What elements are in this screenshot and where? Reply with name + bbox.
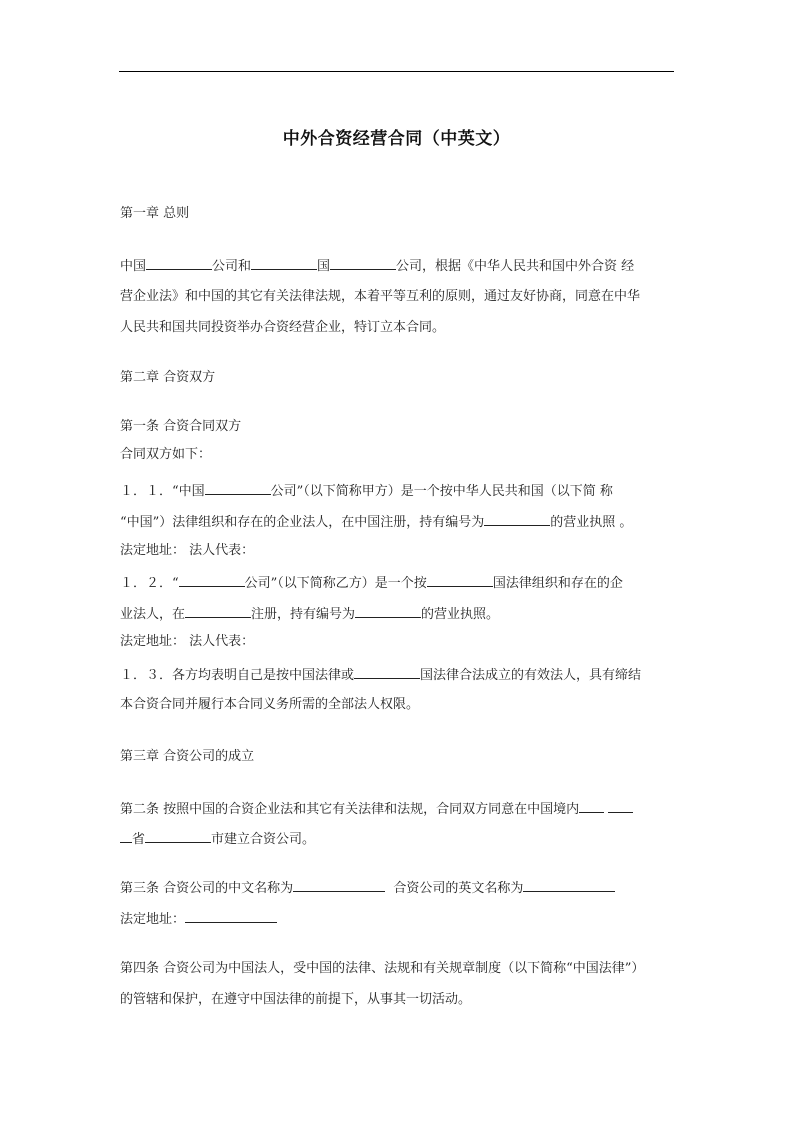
article4-line2: 的管辖和保护，在遵守中国法律的前提下，从事其一切活动。 [120,992,472,1007]
text: １．１．“中国 [120,484,205,499]
text: 国法律合法成立的有效法人，具有缔结 [420,668,642,683]
blank-field [354,666,420,679]
text: 第三条 合资公司的中文名称为 [120,881,294,896]
blank-field [251,257,317,270]
text: 公司”（以下简称乙方）是一个按 [244,576,427,591]
blank-field [579,800,604,813]
item-1-2-address: 法定地址： 法人代表： [120,634,255,649]
blank-field [145,830,211,843]
header-rule [119,71,674,72]
article2-line1 [120,800,676,818]
chapter1-para-line3: 人民共和国共同投资举办合资经营企业，特订立本合同。 [120,320,446,335]
item-1-1-address: 法定地址： 法人代表： [120,543,255,558]
item-1-3-line1 [120,666,676,684]
text: 的营业执照 。 [550,515,633,530]
article3-line2 [120,910,676,928]
item-1-2-line1 [120,574,676,592]
chapter1-heading: 第一章 总则 [120,206,190,221]
text: 注册，持有编号为 [251,607,356,622]
blank-field [355,605,421,618]
text: 市建立合资公司。 [211,832,316,847]
blank-field [523,879,615,892]
blank-field [293,879,385,892]
blank-field [484,513,550,526]
article1-heading: 第一条 合资合同双方 [120,419,242,434]
chapter1-para-line2: 营企业法》和中国的其它有关法律法规，本着平等互利的原则，通过友好协商，同意在中华 [120,289,641,304]
text: 国法律组织和存在的企 [492,576,623,591]
blank-field [146,257,212,270]
text: 第二条 按照中国的合资企业法和其它有关法律和法规，合同双方同意在中国境内 [120,802,580,817]
blank-field [120,830,132,843]
text: １．２．“ [120,576,179,591]
text: 中国 [120,259,147,274]
text: 的营业执照。 [421,607,500,622]
text: 公司和 [212,259,252,274]
blank-field [179,574,245,587]
text: 合资公司的英文名称为 [393,881,524,896]
text: 省 [132,832,146,847]
blank-field [185,605,251,618]
blank-field [427,574,493,587]
article3-line1 [120,879,676,897]
blank-field [205,482,271,495]
text: 法定地址： [120,912,186,927]
blank-field [608,800,633,813]
article2-line2 [120,830,676,848]
blank-field [185,910,277,923]
text: 业法人，在 [120,607,186,622]
item-1-1-line2 [120,513,676,531]
item-1-3-line2: 本合资合同并履行本合同义务所需的全部法人权限。 [120,697,420,712]
text: “中国”）法律组织和存在的企业法人，在中国注册，持有编号为 [120,515,485,530]
chapter3-heading: 第三章 合资公司的成立 [120,749,255,764]
chapter1-para-line1 [120,257,676,275]
chapter2-heading: 第二章 合资双方 [120,370,216,385]
item-1-1-line1 [120,482,676,500]
parties-intro: 合同双方如下： [120,447,212,462]
text: 公司，根据《中华人民共和国中外合资 经 [396,259,635,274]
article4-line1: 第四条 合资公司为中国法人，受中国的法律、法规和有关规章制度（以下简称“中国法律”） [120,961,645,976]
text: １．３．各方均表明自己是按中国法律或 [120,668,355,683]
blank-field [330,257,396,270]
text: 国 [317,259,331,274]
text: 公司”（以下简称甲方）是一个按中华人民共和国（以下简 称 [270,484,613,499]
document-title: 中外合资经营合同（中英文） [282,129,511,149]
item-1-2-line2 [120,605,676,623]
